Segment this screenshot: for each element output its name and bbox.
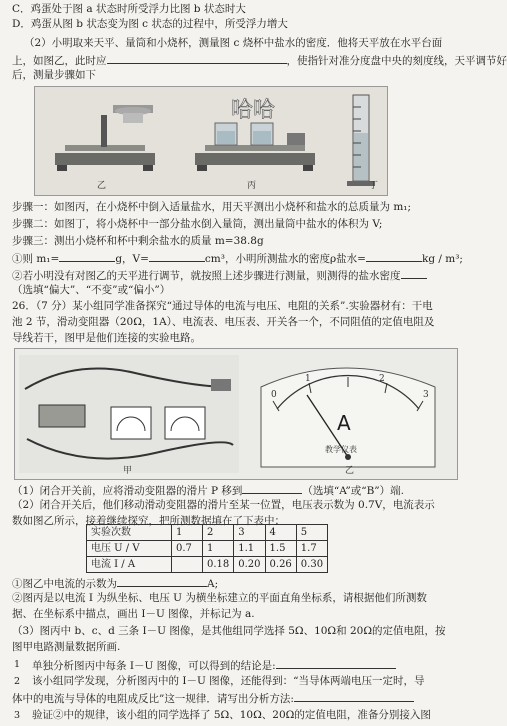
part-2-line-2: 数如图乙所示，接着继续探究，把所测数据填在了下表中： — [12, 515, 285, 527]
method-blank[interactable] — [294, 691, 414, 702]
table-cell: 0.18 — [203, 557, 234, 573]
item-number-3: 3 — [14, 710, 21, 721]
table-cell: 2 — [203, 525, 234, 541]
circuit-illustration — [15, 349, 457, 479]
sub-2-line-2: 据、在坐标系中描点，画出 I－U 图像，并标记为 a. — [12, 608, 255, 620]
table-cell: 1 — [172, 525, 203, 541]
circuit-and-ammeter-photo — [14, 348, 458, 480]
balance-illustration — [35, 87, 387, 195]
analysis-1: 单独分析图丙中每条 I－U 图像，可以得到的结论是: — [32, 658, 463, 674]
caption-bing: 丙 — [247, 181, 257, 191]
table-row — [87, 525, 328, 541]
table-cell[interactable] — [172, 557, 203, 573]
table-cell: 1.5 — [265, 541, 296, 557]
step-3: 步骤三：测出小烧杯和杯中剩余盐水的质量 m=38.8g — [12, 235, 264, 247]
measurement-table — [86, 524, 328, 573]
caption-ding: 丁 — [369, 181, 379, 191]
table-cell: 0.26 — [265, 557, 296, 573]
slider-end-blank[interactable] — [242, 483, 302, 494]
table-cell: 1.7 — [296, 541, 327, 557]
item-number-2: 2 — [14, 676, 21, 687]
step-1: 步骤一：如图丙，在小烧杯中倒入适量盐水，用天平测出小烧杯和盐水的总质量为 m₁; — [12, 201, 412, 213]
result-1: ①则 m₁= g，V= cm³，小明所测盐水的密度ρ盐水= kg / m³; — [12, 253, 463, 265]
answer-blank[interactable] — [107, 53, 287, 64]
table-cell: 5 — [296, 525, 327, 541]
current-reading-blank[interactable] — [117, 576, 207, 587]
table-header: 电压 U / V — [87, 541, 172, 557]
result-2-options: （选填“偏大”、“不变”或“偏小”） — [12, 284, 171, 296]
table-row — [87, 557, 328, 573]
result-2: ②若小明没有对图乙的天平进行调节，就按照上述步骤进行测量，则测得的盐水密度 — [12, 268, 463, 284]
density-blank[interactable] — [366, 251, 422, 262]
volume-blank[interactable] — [149, 251, 205, 262]
caption-meter-yi: 乙 — [345, 466, 355, 476]
option-c: C．鸡蛋处于图 a 状态时所受浮力比图 b 状态时大 — [12, 3, 246, 15]
table-cell: 1.1 — [234, 541, 265, 557]
q26-line-2: 池 2 节，滑动变阻器（20Ω，1A）、电流表、电压表、开关各一个，不同阻值的定值电阻及 — [12, 316, 435, 328]
ammeter-letter: A — [337, 411, 351, 435]
ammeter-label: 教学仪表 — [325, 445, 357, 454]
watermark: 哈哈 — [231, 98, 276, 123]
q2-line-2: 上，如图乙，此时应 ，使指针对准分度盘中央的刻度线，天平调节好 — [12, 55, 507, 67]
option-d: D．鸡蛋从图 b 状态变为图 c 状态的过程中，所受浮力增大 — [12, 18, 288, 30]
table-cell: 1 — [203, 541, 234, 557]
balance-photo — [34, 86, 388, 196]
caption-jia: 甲 — [123, 466, 133, 476]
meter-tick-1: 1 — [305, 374, 311, 384]
m1-blank[interactable] — [59, 251, 115, 262]
table-header: 实验次数 — [87, 525, 172, 541]
part-2-line-1: （2）闭合开关后，他们移动滑动变阻器的滑片至某一位置，电压表示数为 0.7V，电流表示 — [12, 499, 435, 511]
step-2: 步骤二：如图丁，将小烧杯中一部分盐水倒入量筒，测出量筒中盐水的体积为 V; — [12, 218, 383, 230]
analysis-2-line-2: 体中的电流与导体的电阻成反比”这一规律．请写出分析方法: — [12, 691, 463, 707]
q2-line-3: 后，测量步骤如下 — [12, 69, 96, 81]
q2-line-1: （2）小明取来天平、量筒和小烧杯，测量图 c 烧杯中盐水的密度．他将天平放在水平台面 — [24, 37, 443, 49]
sub-1: ①图乙中电流的示数为 A; — [12, 578, 219, 590]
part-1: （1）闭合开关前，应将滑动变阻器的滑片 P 移到 （选填“A”或“B”）端. — [12, 485, 404, 497]
density-bias-blank[interactable] — [401, 268, 427, 279]
sub-2-line-1: ②图丙是以电流 I 为纵坐标、电压 U 为横坐标建立的平面直角坐标系，请根据他们所测数 — [12, 592, 427, 604]
analysis-2-line-1: 该小组同学发现，分析图丙中的 I－U 图像，还能得到：“当导体两端电压一定时，导 — [32, 675, 425, 687]
part-3-line-1: （3）图丙中 b、c、d 三条 I－U 图像，是其他组同学选择 5Ω、10Ω和 20Ω的定值电阻，按 — [12, 625, 446, 637]
q26-line-3: 导线若干，图甲是他们连接的实验电路。 — [12, 332, 201, 344]
table-header: 电流 I / A — [87, 557, 172, 573]
table-row — [87, 541, 328, 557]
part-3-line-2: 图甲电路测量数据所画. — [12, 641, 121, 653]
table-cell: 0.30 — [296, 557, 327, 573]
meter-tick-3: 3 — [423, 390, 429, 400]
table-cell: 0.20 — [234, 557, 265, 573]
conclusion-blank[interactable] — [276, 658, 396, 669]
table-cell: 3 — [234, 525, 265, 541]
table-cell: 4 — [265, 525, 296, 541]
meter-tick-0: 0 — [271, 390, 277, 400]
q26-line-1: 26．（7 分）某小组同学准备探究“通过导体的电流与电压、电阻的关系”.实验器材有：干电 — [12, 300, 433, 312]
analysis-3: 验证②中的规律，该小组的同学选择了 5Ω、10Ω、20Ω的定值电阻，准备分别接入图 — [32, 709, 431, 721]
item-number-1: 1 — [14, 659, 21, 670]
table-cell: 0.7 — [172, 541, 203, 557]
caption-yi: 乙 — [97, 181, 107, 191]
meter-tick-2: 2 — [379, 374, 385, 384]
